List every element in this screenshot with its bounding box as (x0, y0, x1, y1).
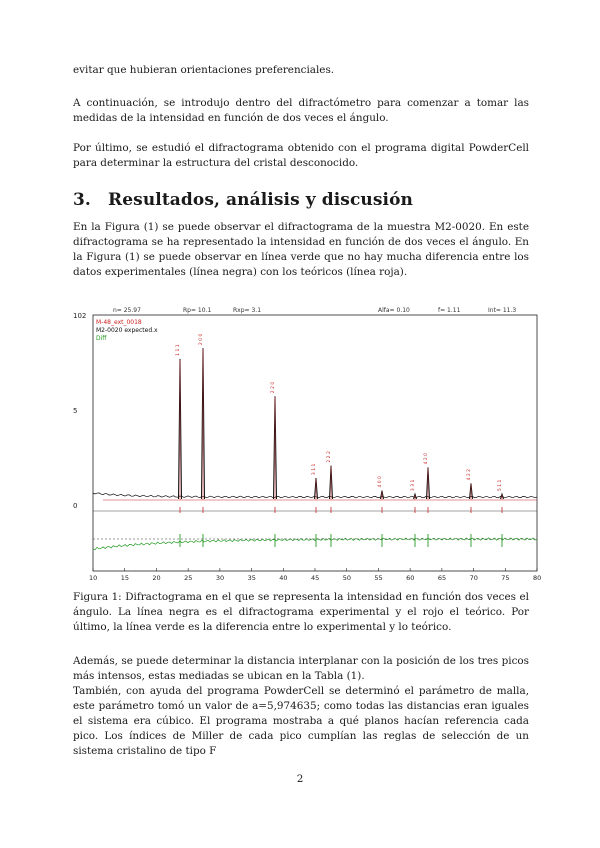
peak-label: 2 2 2 (327, 451, 332, 463)
x-tick-label: 25 (184, 574, 193, 582)
x-tick-label: 45 (311, 574, 320, 582)
paragraph-diffractometer: A continuación, se introdujo dentro del difractómetro para comenzar a tomar las medidas de la intensidad en función de dos veces el ángulo. (73, 97, 529, 124)
peak-label: 2 2 0 (271, 381, 276, 394)
x-tick-label: 35 (247, 574, 256, 582)
y-tick-label: 102 (73, 312, 87, 320)
header-stat: Alfa= 0.10 (378, 307, 410, 314)
x-tick-label: 70 (469, 574, 478, 582)
header-stat: n= 25.97 (113, 307, 141, 314)
section-title: Resultados, análisis y discusión (108, 190, 414, 210)
x-tick-label: 80 (533, 574, 542, 582)
x-tick-label: 10 (89, 574, 98, 582)
difference-curve (93, 538, 537, 550)
x-tick-label: 55 (374, 574, 383, 582)
peak-label: 1 1 1 (176, 344, 181, 356)
paragraph-results: En la Figura (1) se puede observar el difractograma de la muestra M2-0020. En este difractograma se ha representado la intensidad en función de dos veces el ángulo. En la Figura (1) se puede observar en línea verde que no hay mucha diferencia entre los datos experimentales (línea negra) con los teóricos (línea roja). (73, 221, 529, 278)
x-tick-label: 50 (342, 574, 351, 582)
legend-entry: M2-0020 expected.x (96, 327, 158, 334)
section-number: 3. (73, 190, 91, 210)
page-number: 2 (296, 773, 304, 785)
peak-label: 3 3 1 (411, 479, 416, 492)
plot-frame (93, 315, 537, 571)
y-tick-label: 5 (73, 407, 78, 415)
header-stat: Rxp= 3.1 (233, 307, 262, 314)
legend-entry: M-48_ext_0018 (96, 319, 142, 326)
paragraph-preferred-orientations: evitar que hubieran orientaciones preferenciales. (73, 64, 335, 76)
paragraph-lattice: También, con ayuda del programa PowderCell se determinó el parámetro de malla, este parámetro tomó un valor de a=5,974635; como todas las distancias eran iguales el sistema era cúbico. El programa mostraba a qué planos hacían referencia cada pico. Los índices de Miller de cada pico cumplían las reglas de selección de un sistema cristalino de tipo F (73, 685, 529, 757)
paragraph-powdercell: Por último, se estudió el difractograma obtenido con el programa digital PowderCell para determinar la estructura del cristal desconocido. (73, 142, 529, 169)
x-tick-label: 75 (501, 574, 510, 582)
x-tick-label: 30 (215, 574, 225, 582)
x-tick-label: 60 (406, 574, 415, 582)
header-stat: Int= 11.3 (488, 307, 517, 314)
section-heading (73, 190, 413, 210)
paragraph-interplanar: Además, se puede determinar la distancia interplanar con la posición de los tres picos más intensos, estas mediadas se ubican en la Tabla (1). (73, 655, 529, 682)
peak-label: 4 2 2 (467, 468, 472, 481)
x-tick-label: 20 (152, 574, 161, 582)
x-tick-label: 15 (120, 574, 129, 582)
header-stat: f= 1.11 (438, 307, 461, 314)
x-tick-label: 65 (437, 574, 447, 582)
peak-label: 3 1 1 (312, 463, 317, 476)
figure-caption: Figura 1: Difractograma en el que se representa la intensidad en función dos veces el ángulo. La línea negra es el difractograma experimental y el rojo el teórico. Por último, la línea verde es la diferencia entre lo experimental y lo teórico. (73, 591, 529, 633)
legend-entry: Diff (96, 335, 107, 342)
diffractogram-figure (60, 303, 550, 585)
peak-label: 2 0 0 (199, 333, 204, 346)
y-tick-label: 0 (73, 502, 78, 510)
peak-label: 5 1 1 (498, 479, 503, 492)
header-stat: Rp= 10.1 (183, 307, 212, 314)
x-tick-label: 40 (279, 574, 288, 582)
peak-label: 4 2 0 (424, 452, 429, 465)
peak-label: 4 0 0 (378, 476, 383, 488)
